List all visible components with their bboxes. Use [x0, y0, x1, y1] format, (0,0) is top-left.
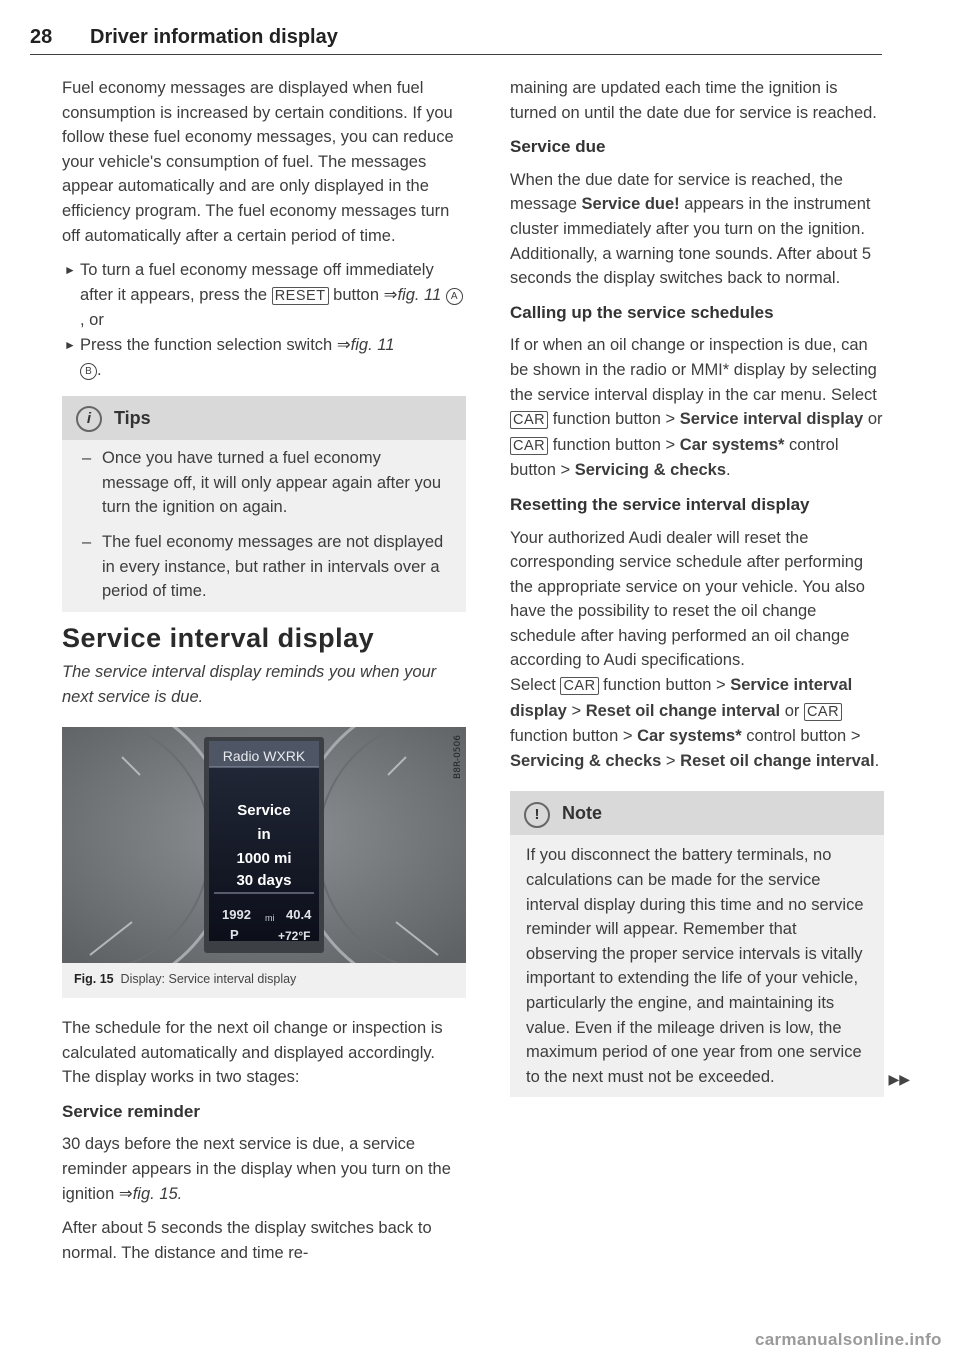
radio-station-label: Radio WXRK: [222, 748, 306, 765]
arrow-ref-icon: ⇒: [336, 335, 351, 354]
odometer-unit: mi: [265, 913, 275, 924]
bullet-switch: ► Press the function selection switch ⇒fig. 11 B .: [62, 333, 466, 382]
resetting-heading: Resetting the service interval display: [510, 494, 810, 514]
calling-up-paragraph: If or when an oil change or inspection is due, can be shown in the radio or MMI* display by selecting the service interval display in the car menu. Select CAR function button > Service interval display or CAR function button > Car systems* control button > Servicing & checks.: [510, 336, 883, 480]
arrow-ref-icon: ⇒: [118, 1184, 133, 1203]
section-heading: Service interval display: [62, 622, 375, 653]
watermark: carmanualsonline.info: [755, 1330, 942, 1349]
note-box: [510, 791, 910, 1097]
odometer-value: 1992: [222, 907, 251, 923]
calling-up-heading: Calling up the service schedules: [510, 302, 774, 322]
page-number: 28: [30, 26, 53, 48]
car-button-label: CAR: [560, 677, 598, 695]
reset-button-label: RESET: [272, 287, 329, 305]
service-distance: 1000 mi: [236, 850, 292, 868]
trip-value: 40.4: [286, 907, 312, 923]
figure-reference[interactable]: fig. 11: [397, 285, 442, 304]
marker-b-icon: B: [80, 363, 97, 380]
car-button-label: CAR: [804, 703, 842, 721]
note-text: If you disconnect the battery terminals, no calculations can be made for the service interval display during this time and no service reminder will appear. Remember that observing the proper service intervals is vitally important to extending the life of your vehicle, particularly the engine, and maintaining its value. Even if the mileage driven is low, the maximum period of one year from one service to the next must not be exceeded.: [526, 846, 864, 1086]
service-interval-figure: [62, 727, 466, 963]
section-subheading: The service interval display reminds you when your next service is due.: [62, 663, 437, 706]
outside-temperature: +72°F: [278, 929, 311, 944]
bullet-triangle-icon: ►: [64, 337, 76, 352]
tip-item: – The fuel economy messages are not displayed in every instance, but rather in intervals over a period of time.: [82, 532, 444, 601]
figure-caption: Fig. 15 Display: Service interval display: [62, 963, 466, 998]
resetting-paragraph: Your authorized Audi dealer will reset the corresponding service schedule after performing the appropriate service on your vehicle. You also have the possibility to reset the oil change schedule after having performed an oil change according to Audi specifications.: [510, 528, 865, 670]
tips-header: i Tips: [62, 396, 466, 440]
info-icon: i: [76, 406, 102, 432]
page-header: [30, 24, 882, 55]
service-line: in: [257, 826, 271, 844]
fuel-economy-paragraph: Fuel economy messages are displayed when fuel consumption is increased by certain conditions. If you follow these fuel economy messages, you can reduce your vehicle's consumption of fuel. The messages appear automatically and are only displayed in the efficiency program. The fuel economy messages turn off automatically after a certain period of time.: [62, 79, 454, 245]
note-header: ! Note: [510, 791, 884, 835]
car-button-label: CAR: [510, 437, 548, 455]
figure-code: B8R-0506: [453, 735, 463, 780]
arrow-ref-icon: ⇒: [383, 285, 398, 304]
figure-reference[interactable]: fig. 11: [350, 335, 395, 354]
continued-paragraph: maining are updated each time the ignition is turned on until the date due for service is reached.: [510, 79, 877, 122]
after-paragraph: After about 5 seconds the display switches back to normal. The distance and time re-: [62, 1219, 432, 1262]
service-days: 30 days: [236, 872, 292, 890]
exclamation-icon: !: [524, 802, 550, 828]
tips-box: [62, 396, 466, 612]
section-title: Driver information display: [90, 26, 338, 48]
left-column: [62, 76, 466, 1275]
car-button-label: CAR: [510, 411, 548, 429]
right-column: [510, 76, 910, 1097]
service-reminder-heading: Service reminder: [62, 1101, 200, 1121]
service-due-heading: Service due: [510, 137, 606, 157]
schedule-paragraph: The schedule for the next oil change or inspection is calculated automatically and displayed accordingly. The display works in two stages:: [62, 1019, 443, 1087]
reminder-paragraph: 30 days before the next service is due, a service reminder appears in the display when you turn on the ignition ⇒fig. 15.: [62, 1135, 451, 1203]
service-due-paragraph: When the due date for service is reached, the message Service due! appears in the instrument cluster immediately after you turn on the ignition. Additionally, a warning tone sounds. After about 5 seconds the display switches back to normal.: [510, 170, 872, 288]
bullet-triangle-icon: ►: [64, 263, 76, 278]
tip-item: – Once you have turned a fuel economy message off, it will only appear again after you turn the ignition on again.: [82, 449, 442, 517]
figure-reference[interactable]: fig. 15.: [132, 1184, 183, 1203]
service-line: Service: [237, 802, 291, 820]
marker-a-icon: A: [446, 288, 463, 305]
reset-steps-paragraph: Select CAR function button > Service interval display > Reset oil change interval or CAR function button > Car systems* control button > Servicing & checks > Reset oil change interval.: [510, 676, 880, 770]
bullet-reset: ► To turn a fuel economy message off immediately after it appears, press the RESET button ⇒fig. 11 A, or: [62, 258, 466, 333]
continue-arrow-icon: ▶▶: [888, 1070, 910, 1087]
gear-indicator: P: [230, 927, 239, 943]
